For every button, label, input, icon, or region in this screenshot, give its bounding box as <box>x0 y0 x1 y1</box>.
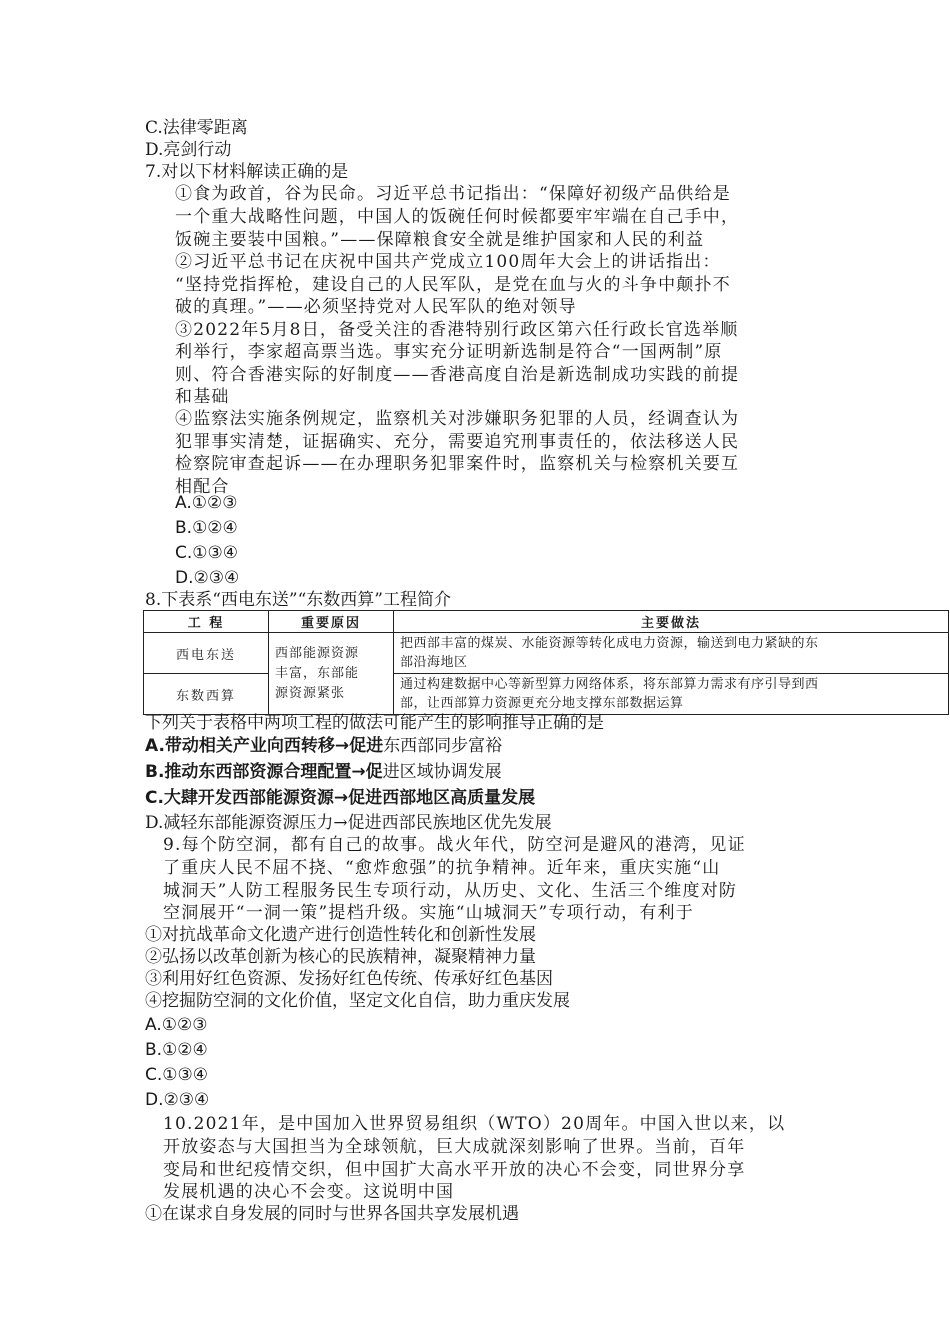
method-line: 把西部丰富的煤炭、水能资源等转化成电力资源，输送到电力紧缺的东 <box>400 636 819 651</box>
q7-option-d: D.②③④ <box>175 568 240 588</box>
header-reason: 重要原因 <box>269 611 394 633</box>
q7-item1-line: 一个重大战略性问题，中国人的饭碗任何时候都要牢牢端在自己手中， <box>175 207 740 227</box>
q7-item4-line: 犯罪事实清楚，证据确实、充分，需要追究刑事责任的，依法移送人民 <box>175 432 740 452</box>
q9-item: ①对抗战革命文化遗产进行创造性转化和创新性发展 <box>145 925 536 945</box>
q9-stem-line: 9.每个防空洞，都有自己的故事。战火年代，防空河是避风的港湾，见证 <box>163 835 746 855</box>
q6-option-c: C.法律零距离 <box>145 118 248 138</box>
q7-item4-line: 检察院审查起诉——在办理职务犯罪案件时，监察机关与检察机关要互 <box>175 454 740 474</box>
q8-option-a-rest: 东西部同步富裕 <box>383 736 503 756</box>
q7-item2-line: “坚持党指挥枪，建设自己的人民军队，是党在血与火的斗争中颠扑不 <box>175 275 731 295</box>
table-row <box>144 633 949 674</box>
q7-item1-line: 饭碗主要装中国粮。”——保障粮食安全就是维护国家和人民的利益 <box>175 230 705 250</box>
q7-item3-line: ③2022年5月8日，备受关注的香港特别行政区第六任行政长官选举顺 <box>175 320 739 340</box>
q7-option-c: C.①③④ <box>175 543 238 563</box>
project-name: 东数西算 <box>144 674 269 715</box>
q9-item: ③利用好红色资源、发扬好红色传统、传承好红色基因 <box>145 969 553 989</box>
q9-option-a: A.①②③ <box>145 1015 208 1035</box>
q7-item1-line: ①食为政首，谷为民命。习近平总书记指出：“保障好初级产品供给是 <box>175 184 731 204</box>
q8-option-c: C.大肆开发西部能源资源→促进西部地区高质量发展 <box>145 788 536 808</box>
q8-option-d: D.减轻东部能源资源压力→促进西部民族地区优先发展 <box>145 813 552 833</box>
q10-item: ①在谋求自身发展的同时与世界各国共享发展机遇 <box>145 1204 519 1224</box>
q7-stem: 7.对以下材料解读正确的是 <box>145 162 349 182</box>
q7-item3-line: 则、符合香港实际的好制度——香港高度自治是新选制成功实践的前提 <box>175 365 740 385</box>
method-line: 通过构建数据中心等新型算力网络体系，将东部算力需求有序引导到西 <box>400 677 819 692</box>
reason-line: 丰富，东部能 <box>275 665 360 681</box>
q9-stem-line: 空洞展开“一洞一策”提档升级。实施“山城洞天”专项行动，有利于 <box>163 903 694 923</box>
q7-option-b: B.①②④ <box>175 518 238 538</box>
q10-stem-line: 开放姿态与大国担当为全球领航，巨大成就深刻影响了世界。当前，百年 <box>163 1137 746 1157</box>
q7-item3-line: 和基础 <box>175 387 230 407</box>
method-cell <box>394 674 949 715</box>
header-project: 工 程 <box>144 611 269 633</box>
q9-option-c: C.①③④ <box>145 1065 208 1085</box>
q8-option-a-main: A.带动相关产业向西转移→促进 <box>145 736 384 756</box>
q10-stem-line: 10.2021年，是中国加入世界贸易组织（WTO）20周年。中国入世以来，以 <box>163 1114 786 1134</box>
project-name: 西电东送 <box>144 633 269 674</box>
q8-option-b <box>145 761 502 783</box>
q9-stem-line: 了重庆人民不屈不挠、“愈炸愈强”的抗争精神。近年来，重庆实施“山 <box>163 858 721 878</box>
q8-question: 下列关于表格中两项工程的做法可能产生的影响推导正确的是 <box>145 713 604 733</box>
q8-option-b-main: B.推动东西部资源合理配置→促 <box>145 762 383 782</box>
q7-item4-line: ④监察法实施条例规定，监察机关对涉嫌职务犯罪的人员，经调查认为 <box>175 409 740 429</box>
project-table <box>143 610 949 715</box>
reason-line: 西部能源资源 <box>275 645 360 661</box>
q10-stem-line: 变局和世纪疫情交织，但中国扩大高水平开放的决心不会变，同世界分享 <box>163 1160 746 1180</box>
q8-stem: 8.下表系“西电东送”“东数西算”工程简介 <box>145 590 451 610</box>
q9-option-b: B.①②④ <box>145 1040 208 1060</box>
q9-item: ④挖掘防空洞的文化价值，坚定文化自信，助力重庆发展 <box>145 991 570 1011</box>
q6-option-d: D.亮剑行动 <box>145 140 232 160</box>
table-header-row <box>144 611 949 633</box>
method-line: 部，让西部算力资源更充分地支撑东部数据运算 <box>400 696 684 711</box>
q7-item4-line: 相配合 <box>175 477 230 497</box>
q7-item2-line: 破的真理。”——必须坚持党对人民军队的绝对领导 <box>175 297 577 317</box>
reason-cell <box>269 633 394 715</box>
header-method: 主要做法 <box>394 611 949 633</box>
table-row <box>144 674 949 715</box>
q10-stem-line: 发展机遇的决心不会变。这说明中国 <box>163 1182 455 1202</box>
reason-line: 源资源紧张 <box>275 685 346 701</box>
q9-option-d: D.②③④ <box>145 1090 210 1110</box>
method-cell <box>394 633 949 674</box>
q8-option-b-rest: 进区域协调发展 <box>382 762 502 782</box>
q9-stem-line: 城洞天”人防工程服务民生专项行动，从历史、文化、生活三个维度对防 <box>163 881 738 901</box>
method-line: 部沿海地区 <box>400 655 468 670</box>
q7-option-a: A.①②③ <box>175 493 238 513</box>
q7-item3-line: 利举行，李家超高票当选。事实充分证明新选制是符合“一国两制”原 <box>175 342 723 362</box>
q7-item2-line: ②习近平总书记在庆祝中国共产党成立100周年大会上的讲话指出： <box>175 252 721 272</box>
q8-option-a <box>145 735 502 757</box>
q9-item: ②弘扬以改革创新为核心的民族精神，凝聚精神力量 <box>145 947 536 967</box>
